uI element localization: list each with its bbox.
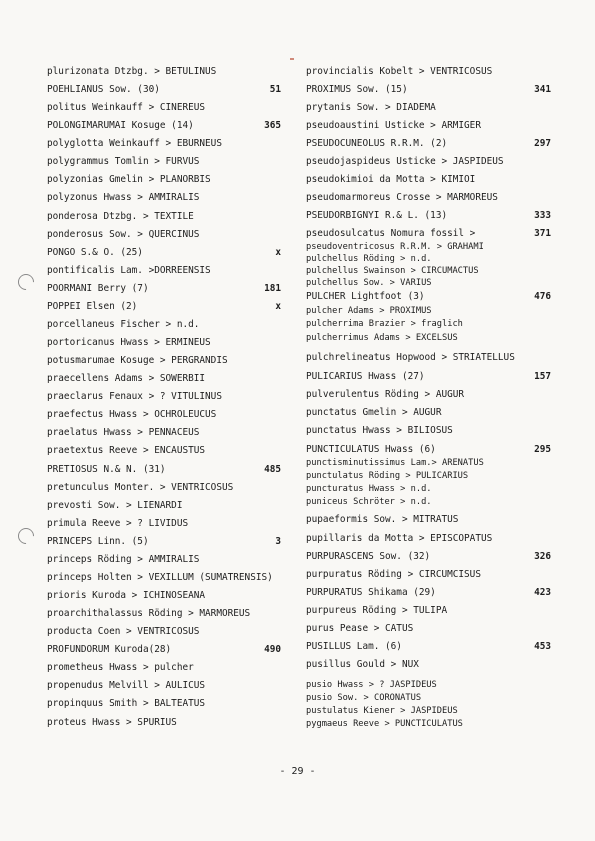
index-entry (306, 209, 551, 223)
index-entry (47, 661, 281, 675)
index-entry (306, 317, 551, 331)
entry-number: 476 (534, 291, 551, 302)
index-entry (306, 388, 551, 402)
entry-text: punctulatus Röding > PULICARIUS (306, 471, 469, 481)
entry-number: 423 (534, 587, 551, 598)
index-entry (47, 463, 281, 477)
index-entry (306, 191, 551, 205)
index-entry (306, 550, 551, 564)
index-entry (47, 119, 281, 133)
entry-text: princeps Röding > AMMIRALIS (47, 553, 200, 565)
index-entry (306, 370, 551, 384)
index-entry (47, 336, 281, 350)
entry-text: producta Coen > VENTRICOSUS (47, 626, 200, 638)
index-entry (47, 625, 281, 639)
entry-text: polyzonias Gmelin > PLANORBIS (47, 174, 211, 186)
entry-text: PRINCEPS Linn. (5) (47, 535, 149, 547)
ink-mark (290, 58, 294, 60)
entry-text: pseudoaustini Usticke > ARMIGER (306, 120, 481, 131)
entry-text: PULCHER Lightfoot (3) (306, 291, 425, 302)
index-entry (47, 499, 281, 513)
entry-text: pseudoventricosus R.R.M. > GRAHAMI (306, 242, 484, 252)
entry-text: prometheus Hwass > pulcher (47, 662, 194, 674)
index-entry (306, 622, 551, 636)
index-entry (306, 406, 551, 420)
index-entry (306, 276, 551, 290)
entry-text: potusmarumae Kosuge > PERGRANDIS (47, 355, 228, 367)
index-entry (47, 300, 281, 314)
entry-text: POEHLIANUS Sow. (30) (47, 84, 160, 96)
index-entry (306, 568, 551, 582)
index-entry (306, 482, 551, 496)
index-entry (47, 589, 281, 603)
entry-text: PULICARIUS Hwass (27) (306, 371, 425, 382)
index-entry (306, 513, 551, 527)
entry-text: politus Weinkauff > CINEREUS (47, 102, 206, 114)
entry-text: pustulatus Kiener > JASPIDEUS (306, 706, 458, 716)
index-entry (306, 137, 551, 151)
entry-text: pulchellus Sow. > VARIUS (306, 278, 432, 288)
index-entry (306, 691, 551, 705)
entry-number: 485 (264, 463, 281, 475)
entry-number: 157 (534, 371, 551, 382)
index-entry (47, 517, 281, 531)
entry-text: polyzonus Hwass > AMMIRALIS (47, 192, 200, 204)
index-entry (306, 658, 551, 672)
index-entry (47, 318, 281, 332)
entry-text: pseudokimioi da Motta > KIMIOI (306, 174, 476, 185)
index-entry (47, 716, 281, 730)
index-entry (306, 424, 551, 438)
entry-text: prytanis Sow. > DIADEMA (306, 102, 436, 113)
index-entry (306, 604, 551, 618)
index-entry (47, 571, 281, 585)
page-number: - 29 - (279, 766, 316, 777)
index-entry (306, 83, 551, 97)
entry-text: provincialis Kobelt > VENTRICOSUS (306, 66, 493, 77)
entry-text: polygrammus Tomlin > FURVUS (47, 156, 200, 168)
entry-text: PURPURASCENS Sow. (32) (306, 551, 431, 562)
index-entry (47, 535, 281, 549)
entry-text: prevosti Sow. > LIENARDI (47, 499, 183, 511)
index-entry (306, 119, 551, 133)
index-entry (47, 210, 281, 224)
entry-text: pontificalis Lam. >DORREENSIS (47, 264, 211, 276)
entry-number: 297 (534, 138, 551, 149)
entry-text: PURPURATUS Shikama (29) (306, 587, 436, 598)
entry-text: proarchithalassus Röding > MARMOREUS (47, 608, 251, 620)
entry-text: pulchellus Swainson > CIRCUMACTUS (306, 266, 479, 276)
entry-text: pseudomarmoreus Crosse > MARMOREUS (306, 192, 498, 203)
index-entry (306, 495, 551, 509)
entry-text: purus Pease > CATUS (306, 623, 414, 634)
index-entry (47, 426, 281, 440)
entry-text: primula Reeve > ? LIVIDUS (47, 517, 189, 529)
entry-number: 453 (534, 641, 551, 652)
entry-text: pulverulentus Röding > AUGUR (306, 389, 465, 400)
entry-text: PROFUNDORUM Kuroda(28) (47, 644, 172, 656)
entry-number: 181 (264, 282, 281, 294)
entry-text: POLONGIMARUMAI Kosuge (14) (47, 120, 194, 132)
punch-hole-icon (15, 271, 38, 294)
index-entry (306, 304, 551, 318)
entry-number: x (275, 300, 281, 312)
entry-number: x (275, 246, 281, 258)
index-entry (47, 83, 281, 97)
index-entry (306, 586, 551, 600)
index-entry (306, 717, 551, 731)
index-entry (306, 443, 551, 457)
entry-text: PSEUDOCUNEOLUS R.R.M. (2) (306, 138, 448, 149)
entry-number: 341 (534, 84, 551, 95)
entry-number: 371 (534, 228, 551, 239)
entry-number: 51 (269, 84, 281, 96)
index-entry (47, 65, 281, 79)
index-entry (306, 65, 551, 79)
entry-number: 333 (534, 210, 551, 221)
index-entry (306, 704, 551, 718)
punch-hole-icon (15, 525, 38, 548)
entry-text: POPPEI Elsen (2) (47, 300, 138, 312)
entry-text: pusio Hwass > ? JASPIDEUS (306, 680, 437, 690)
entry-text: PUNCTICULATUS Hwass (6) (306, 444, 436, 455)
index-entry (306, 331, 551, 345)
entry-text: pupaeformis Sow. > MITRATUS (306, 514, 459, 525)
entry-text: punctisminutissimus Lam.> ARENATUS (306, 458, 484, 468)
entry-text: proteus Hwass > SPURIUS (47, 716, 177, 728)
index-entry (47, 679, 281, 693)
entry-number: 365 (264, 120, 281, 132)
index-entry (47, 372, 281, 386)
entry-text: ponderosus Sow. > QUERCINUS (47, 228, 200, 240)
entry-text: propinquus Smith > BALTEATUS (47, 698, 206, 710)
index-entry (47, 155, 281, 169)
entry-text: propenudus Melvill > AULICUS (47, 680, 206, 692)
entry-number: 3 (275, 535, 281, 547)
entry-text: polyglotta Weinkauff > EBURNEUS (47, 138, 222, 150)
entry-text: portoricanus Hwass > ERMINEUS (47, 337, 211, 349)
index-entry (47, 481, 281, 495)
index-entry (47, 282, 281, 296)
index-entry (306, 290, 551, 304)
entry-text: pulcherrimus Adams > EXCELSUS (306, 333, 458, 343)
entry-text: pupillaris da Motta > EPISCOPATUS (306, 533, 493, 544)
entry-text: PONGO S.& O. (25) (47, 246, 143, 258)
entry-text: princeps Holten > VEXILLUM (SUMATRENSIS) (47, 571, 273, 583)
entry-text: pulchellus Röding > n.d. (306, 254, 432, 264)
entry-text: praefectus Hwass > OCHROLEUCUS (47, 409, 217, 421)
index-entry (47, 444, 281, 458)
entry-text: praeclarus Fenaux > ? VITULINUS (47, 391, 222, 403)
index-entry (306, 532, 551, 546)
entry-text: porcellaneus Fischer > n.d. (47, 318, 200, 330)
index-entry (306, 155, 551, 169)
index-entry (47, 607, 281, 621)
index-entry (47, 697, 281, 711)
entry-text: PSEUDORBIGNYI R.& L. (13) (306, 210, 448, 221)
entry-text: pretunculus Monter. > VENTRICOSUS (47, 481, 234, 493)
entry-text: purpuratus Röding > CIRCUMCISUS (306, 569, 481, 580)
entry-text: punctatus Gmelin > AUGUR (306, 407, 442, 418)
entry-text: puniceus Schröter > n.d. (306, 497, 432, 507)
entry-text: plurizonata Dtzbg. > BETULINUS (47, 66, 217, 77)
entry-text: pulcherrima Brazier > fraglich (306, 319, 463, 329)
entry-text: PRETIOSUS N.& N. (31) (47, 463, 166, 475)
index-entry (306, 456, 551, 470)
index-entry (47, 390, 281, 404)
entry-text: PROXIMUS Sow. (15) (306, 84, 408, 95)
entry-text: pusillus Gould > NUX (306, 659, 419, 670)
index-entry (47, 643, 281, 657)
index-entry (47, 228, 281, 242)
entry-number: 326 (534, 551, 551, 562)
entry-number: 490 (264, 644, 281, 656)
index-entry (306, 101, 551, 115)
index-entry (47, 408, 281, 422)
entry-text: punctatus Hwass > BILIOSUS (306, 425, 453, 436)
index-entry (47, 354, 281, 368)
index-entry (47, 173, 281, 187)
entry-text: pygmaeus Reeve > PUNCTICULATUS (306, 719, 463, 729)
index-entry (306, 640, 551, 654)
entry-text: praetextus Reeve > ENCAUSTUS (47, 445, 206, 457)
entry-text: POORMANI Berry (7) (47, 282, 149, 294)
entry-text: ponderosa Dtzbg. > TEXTILE (47, 210, 194, 222)
entry-text: pulcher Adams > PROXIMUS (306, 306, 432, 316)
entry-text: pusio Sow. > CORONATUS (306, 693, 422, 703)
entry-text: PUSILLUS Lam. (6) (306, 641, 402, 652)
index-entry (47, 101, 281, 115)
entry-text: puncturatus Hwass > n.d. (306, 484, 432, 494)
entry-text: pseudosulcatus Nomura fossil > (306, 228, 476, 239)
index-entry (47, 191, 281, 205)
index-entry (47, 246, 281, 260)
entry-number: 295 (534, 444, 551, 455)
entry-text: purpureus Röding > TULIPA (306, 605, 448, 616)
index-entry (47, 553, 281, 567)
index-entry (47, 137, 281, 151)
entry-text: pseudojaspideus Usticke > JASPIDEUS (306, 156, 504, 167)
index-entry (306, 173, 551, 187)
index-entry (306, 351, 551, 365)
entry-text: prioris Kuroda > ICHINOSEANA (47, 590, 206, 602)
index-entry (306, 227, 551, 241)
index-entry (47, 264, 281, 278)
index-entry (306, 469, 551, 483)
entry-text: praecellens Adams > SOWERBII (47, 373, 206, 385)
entry-text: praelatus Hwass > PENNACEUS (47, 427, 200, 439)
index-entry (306, 678, 551, 692)
entry-text: pulchrelineatus Hopwood > STRIATELLUS (306, 352, 515, 363)
